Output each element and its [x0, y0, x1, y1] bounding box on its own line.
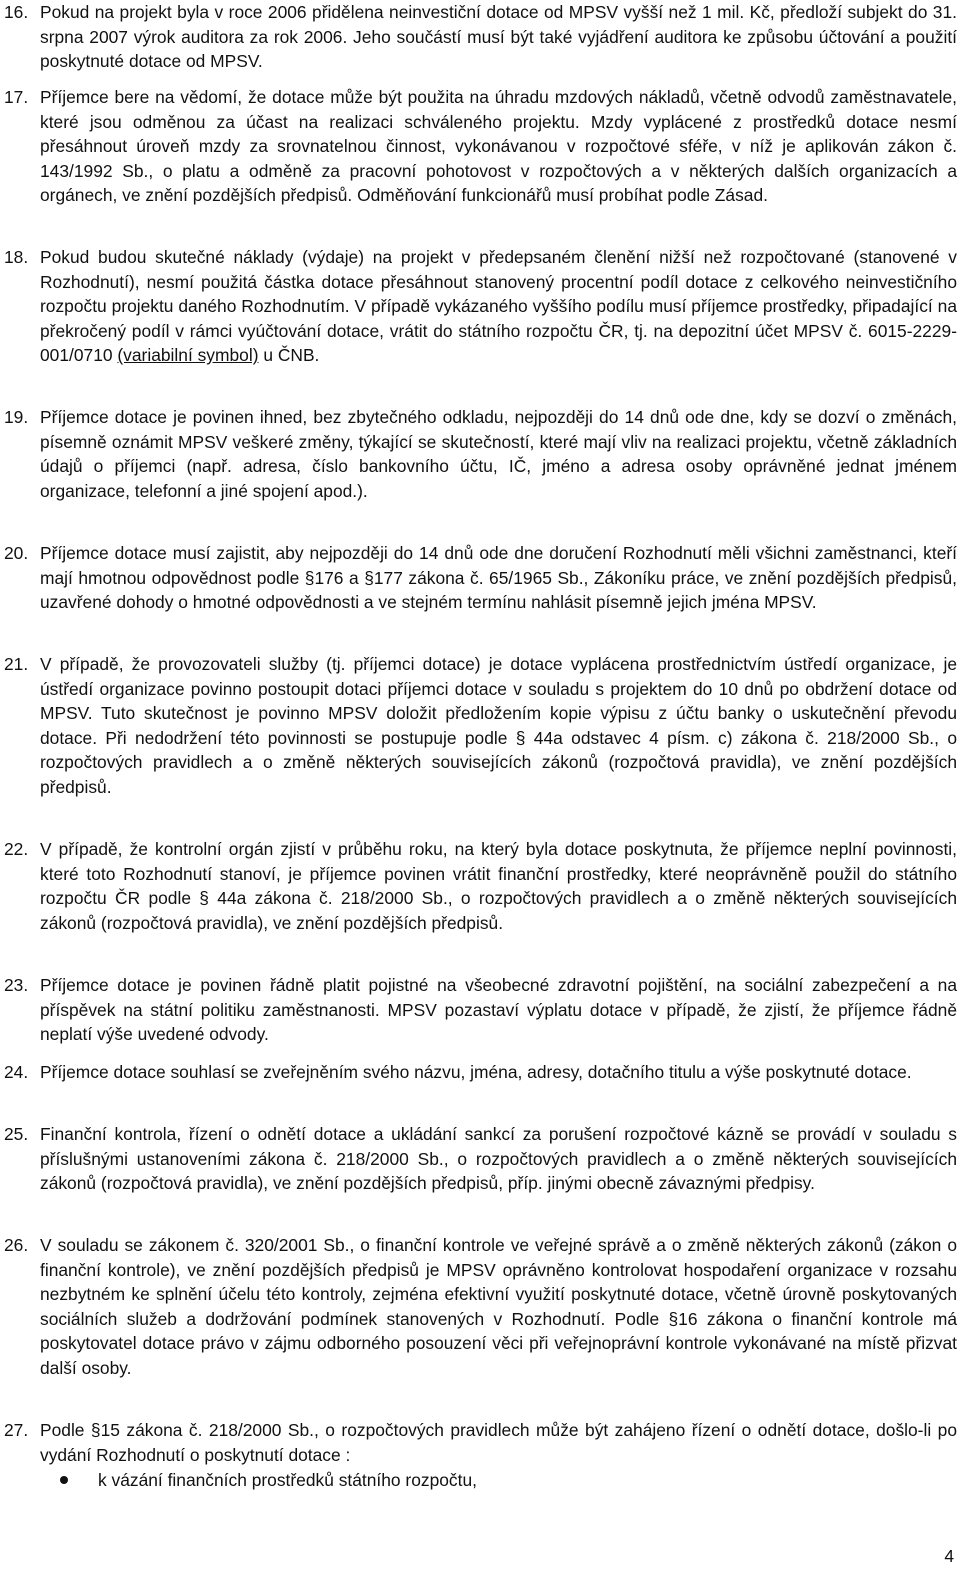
clause-text: Příjemce bere na vědomí, že dotace může být použita na úhradu mzdových nákladů, včetně odvodů zaměstnavatele, které jsou odměnou za účast na realizaci schváleného projektu. Mzdy vyplácené z prostředků dotace nesmí přesáhnout úroveň mzdy za srovnatelnou činnost, vykonávanou v rozpočtové sféře, v níž je aplikován zákon č. 143/1992 Sb., o platu a odměně za pracovní pohotovost v rozpočtových a v některých dalších organizacích a orgánech, ve znění pozdějších předpisů. Odměňování funkcionářů musí probíhat podle Zásad. — [40, 87, 957, 206]
clause-text: Finanční kontrola, řízení o odnětí dotace a ukládání sankcí za porušení rozpočtové kázně se provádí v souladu s příslušnými ustanoveními zákona č. 218/2000 Sb., o rozpočtových pravidlech a o změně některých souvisejících zákonů (rozpočtová pravidla), ve znění pozdějších předpisů, příp. jinými obecně závaznými předpisy. — [40, 1124, 957, 1194]
clause-number: 21. — [4, 654, 29, 674]
clause-number: 20. — [4, 543, 29, 563]
page-number: 4 — [944, 1546, 954, 1566]
clause-number: 18. — [4, 247, 29, 267]
clause-text: Příjemce dotace musí zajistit, aby nejpozději do 14 dnů ode dne doručení Rozhodnutí měli všichni zaměstnanci, kteří mají hmotnou odpovědnost podle §176 a §177 zákona č. 65/1965 Sb., Zákoníku práce, ve znění pozdějších předpisů, uzavřené dohody o hmotné odpovědnosti a ve stejném termínu nahlásit písemně jejich jména MPSV. — [40, 543, 957, 613]
clause-text-main: Pokud budou skutečné náklady (výdaje) na projekt v předepsaném členění nižší než rozpočtované (stanovené v Rozhodnutí), nesmí použitá částka dotace přesáhnout stanovený procentní podíl dotace z celkového neinvestičního rozpočtu projektu daného Rozhodnutím. V případě vykázaného vyššího podílu musí příjemce prostředky, připadající na překročený podíl v rámci vyúčtování dotace, vrátit do státního rozpočtu ČR, tj. na depozitní účet MPSV č. 6015-2229-001/0710 — [40, 247, 957, 366]
clause-23 — [0, 973, 960, 1047]
clause-number: 17. — [4, 87, 29, 107]
clause-text: Příjemce dotace souhlasí se zveřejněním svého názvu, jména, adresy, dotačního titulu a výše poskytnuté dotace. — [40, 1062, 912, 1082]
bullet-text: k vázání finančních prostředků státního rozpočtu, — [98, 1470, 477, 1490]
clause-text: V případě, že provozovateli služby (tj. příjemci dotace) je dotace vyplácena prostřednictvím ústředí organizace, je ústředí organizace povinno postoupit dotaci příjemci dotace v souladu s projektem do 10 dnů po obdržení dotace od MPSV. Tuto skutečnost je povinno MPSV doložit předložením kopie výpisu z účtu banky o uskutečnění převodu dotace. Při nedodržení této povinnosti se postupuje podle § 44a odstavec 4 písm. c) zákona č. 218/2000 Sb., o rozpočtových pravidlech a o změně některých souvisejících zákonů (rozpočtová pravidla), ve znění pozdějších předpisů. — [40, 654, 957, 797]
clause-16 — [0, 0, 960, 74]
clause-number: 24. — [4, 1062, 29, 1082]
clause-18 — [0, 245, 960, 368]
clause-number: 23. — [4, 975, 29, 995]
bullet-icon — [60, 1476, 68, 1484]
clause-22 — [0, 837, 960, 935]
clause-text: V souladu se zákonem č. 320/2001 Sb., o finanční kontrole ve veřejné správě a o změně některých zákonů (zákon o finanční kontrole), ve znění pozdějších předpisů je MPSV oprávněno kontrolovat hospodaření organizace v rozsahu nezbytném ke splnění účelu této kontroly, zejména efektivní využití poskytnuté dotace, včetně úrovně poskytovaných sociálních služeb a dodržování podmínek stanovených v Rozhodnutí. Podle §16 zákona o finanční kontrole má poskytovatel dotace právo v zájmu odborného posouzení věci při veřejnoprávní kontrole vykonávané na místě přizvat další osoby. — [40, 1235, 957, 1378]
clause-27 — [0, 1418, 960, 1467]
clause-text: Podle §15 zákona č. 218/2000 Sb., o rozpočtových pravidlech může být zahájeno řízení o odnětí dotace, došlo-li po vydání Rozhodnutí o poskytnutí dotace : — [40, 1420, 957, 1465]
clause-text-tail: u ČNB. — [258, 345, 320, 366]
clause-21 — [0, 652, 960, 800]
clause-text: Pokud na projekt byla v roce 2006 přidělena neinvestiční dotace od MPSV vyšší než 1 mil. Kč, předloží subjekt do 31. srpna 2007 výrok auditora za rok 2006. Jeho součástí musí být také vyjádření auditora ke způsobu účtování a použití poskytnuté dotace od MPSV. — [40, 2, 957, 72]
clause-number: 16. — [4, 2, 29, 22]
clause-number: 22. — [4, 839, 29, 859]
clause-24 — [0, 1060, 960, 1085]
clause-text: Příjemce dotace je povinen ihned, bez zbytečného odkladu, nejpozději do 14 dnů ode dne, kdy se dozví o změnách, písemně oznámit MPSV veškeré změny, týkající se skutečností, které mají vliv na realizaci projektu, včetně základních údajů o příjemci (např. adresa, číslo bankovního účtu, IČ, jméno a adresa osoby oprávněné jednat jménem organizace, telefonní a jiné spojení apod.). — [40, 407, 957, 501]
clause-number: 19. — [4, 407, 29, 427]
clause-number: 26. — [4, 1235, 29, 1255]
clause-text: Příjemce dotace je povinen řádně platit pojistné na všeobecné zdravotní pojištění, na sociální zabezpečení a na příspěvek na státní politiku zaměstnanosti. MPSV pozastaví výplatu dotace v případě, že zjistí, že příjemce řádně neplatí výše uvedené odvody. — [40, 975, 957, 1045]
clause-text: V případě, že kontrolní orgán zjistí v průběhu roku, na který byla dotace poskytnuta, že příjemce neplní povinnosti, které toto Rozhodnutí stanoví, je příjemce povinen vrátit finanční prostředky, které neoprávněně použil do státního rozpočtu ČR podle § 44a zákona č. 218/2000 Sb., o rozpočtových pravidlech a o změně některých souvisejících zákonů (rozpočtová pravidla), ve znění pozdějších předpisů. — [40, 839, 957, 933]
variable-symbol-note: (variabilní symbol) — [117, 345, 259, 366]
clause-17 — [0, 85, 960, 208]
clause-26 — [0, 1233, 960, 1381]
clause-number: 27. — [4, 1420, 29, 1440]
clause-20 — [0, 541, 960, 615]
clause-text — [40, 245, 957, 368]
clause-number: 25. — [4, 1124, 29, 1144]
clause-19 — [0, 405, 960, 503]
clause-25 — [0, 1122, 960, 1196]
